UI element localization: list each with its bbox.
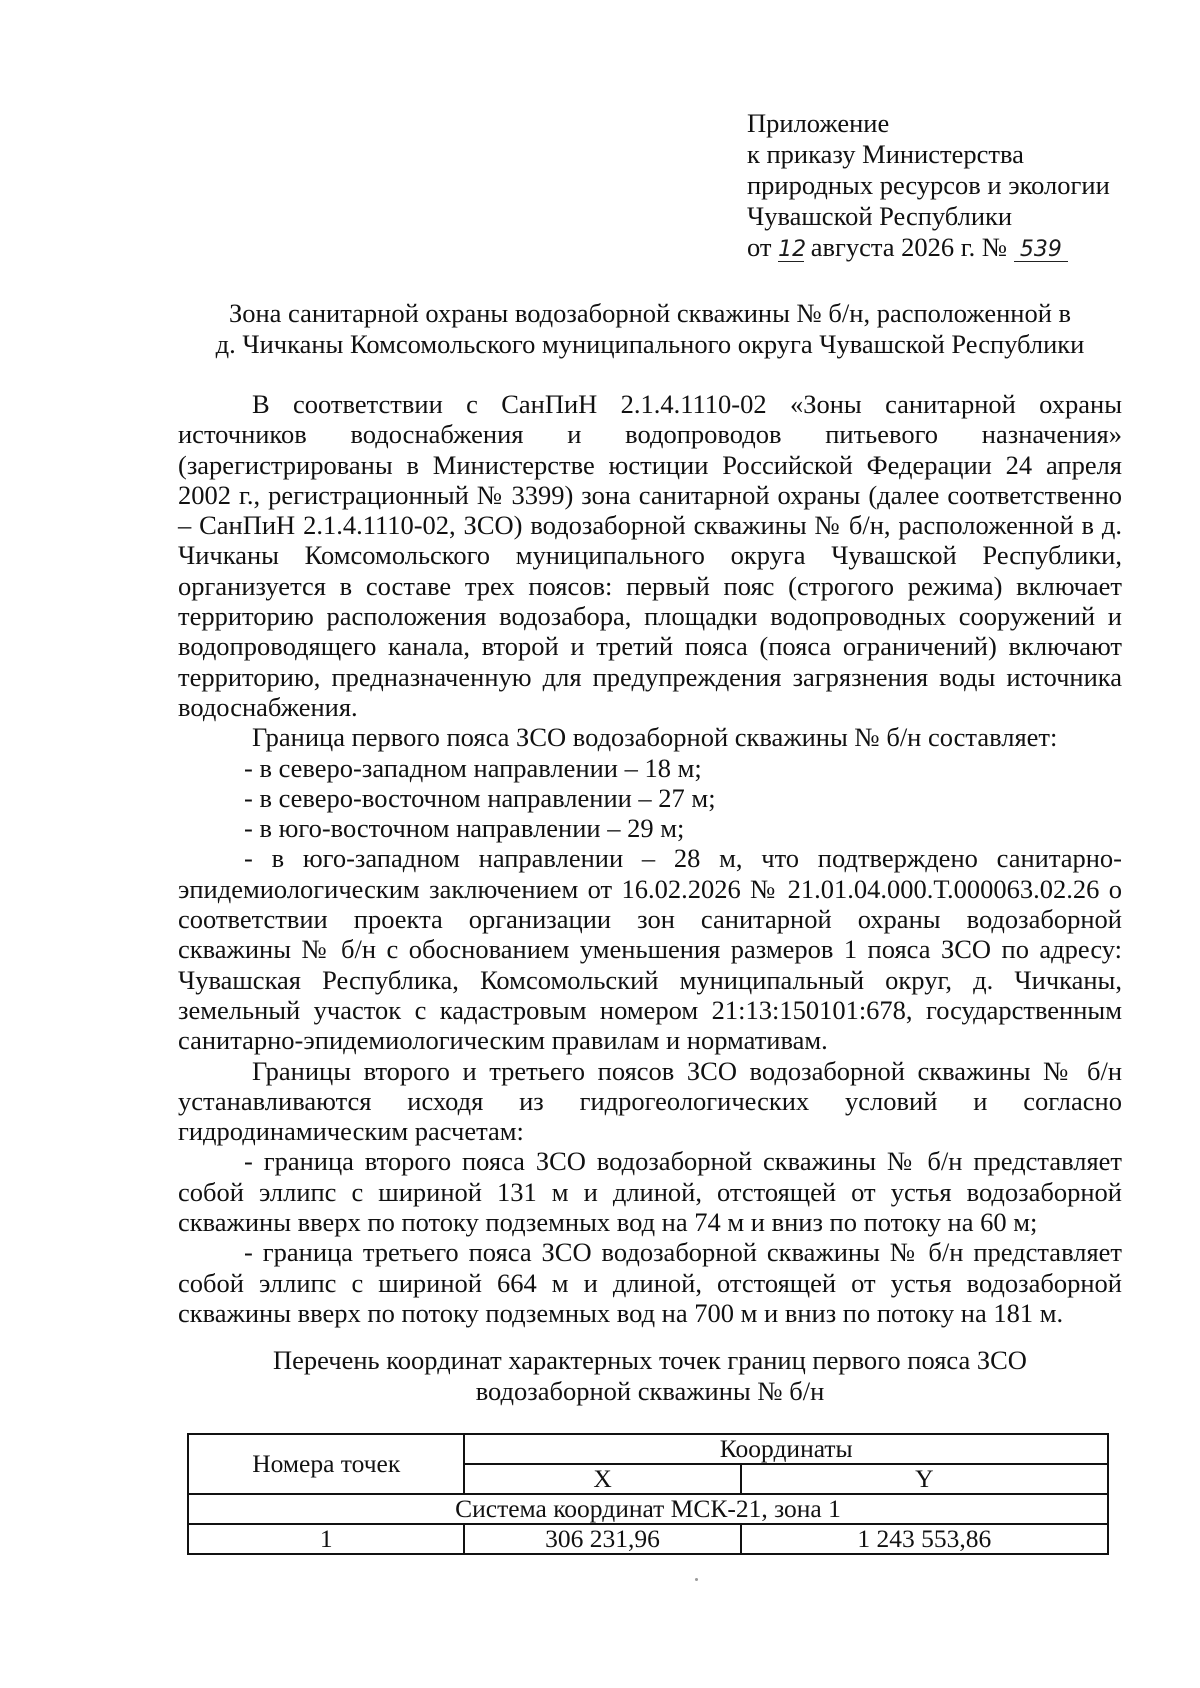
header-x: X [464,1464,740,1494]
table-row [188,1524,1108,1554]
list-item-second-zone: - граница второго пояса ЗСО водозаборной скважины № б/н представляет собой эллипс с шириной 131 м и длиной, отстоящей от устья водозаборной скважины вверх по потоку подземных вод на 74 м и вниз по потоку на 60 м; [178,1146,1122,1238]
table-title [178,1345,1122,1407]
paragraph-1: В соответствии с СанПиН 2.1.4.1110-02 «Зоны санитарной охраны источников водоснабжения и водопроводов питьевого назначения» (зарегистрированы в Министерстве юстиции Российской Федерации 24 апреля 2002 г., регистрационный № 3399) зона санитарной охраны (далее соответственно – СанПиН 2.1.4.1110-02, ЗСО) водозаборной скважины № б/н, расположенной в д. Чичканы Комсомольского муниципального округа Чувашской Республики, организуется в составе трех поясов: первый пояс (строгого режима) включает территорию расположения водозабора, площадки водопроводных сооружений и водопроводящего канала, второй и третий пояса (пояса ограничений) включают территорию, предназначенную для предупреждения загрязнения воды источника водоснабжения. [178,389,1122,722]
appendix-line-4: Чувашской Республики [747,201,1013,231]
title-line-1: Зона санитарной охраны водозаборной скважины № б/н, расположенной в [228,298,1072,328]
title-line-2: д. Чичканы Комсомольского муниципального округа Чувашской Республики [215,329,1085,359]
date-prefix: от [747,232,772,262]
table-title-line-1: Перечень координат характерных точек границ первого пояса ЗСО [273,1345,1027,1375]
list-item-southeast: - в юго-восточном направлении – 29 м; [244,813,685,844]
header-coordinates: Координаты [464,1434,1108,1464]
table-title-line-2: водозаборной скважины № б/н [475,1376,825,1406]
appendix-date-line [747,232,1167,263]
list-item-third-zone: - граница третьего пояса ЗСО водозаборной скважины № б/н представляет собой эллипс с шириной 664 м и длиной, отстоящей от устья водозаборной скважины вверх по потоку подземных вод на 700 м и вниз по потоку на 181 м. [178,1237,1122,1328]
point-y: 1 243 553,86 [741,1524,1108,1554]
scan-speck [695,1578,698,1581]
paragraph-3: Границы второго и третьего поясов ЗСО водозаборной скважины № б/н устанавливаются исходя из гидрогеологических условий и согласно гидродинамическим расчетам: [178,1055,1122,1147]
handwritten-order-number: 539 [1014,239,1068,262]
header-points: Номера точек [188,1434,464,1494]
appendix-line-1: Приложение [747,108,890,138]
list-item-northwest: - в северо-западном направлении – 18 м; [244,752,702,783]
paragraph-2: Граница первого пояса ЗСО водозаборной скважины № б/н составляет: [252,722,1058,753]
coordinates-table [187,1433,1109,1555]
document-body [178,389,1122,1328]
coordinate-system-row [188,1494,1108,1524]
coordinate-system: Система координат МСК-21, зона 1 [188,1494,1108,1524]
handwritten-day: 12 [778,237,807,262]
header-y: Y [741,1464,1108,1494]
appendix-line-2: к приказу Министерства [747,139,1024,169]
date-rest: августа 2026 г. № [810,232,1008,262]
appendix-header [747,108,1167,263]
list-item-northeast: - в северо-восточном направлении – 27 м; [244,782,716,813]
point-number: 1 [188,1524,464,1554]
list-item-southwest: - в юго-западном направлении – 28 м, что подтверждено санитарно-эпидемиологическим заключением от 16.02.2026 № 21.01.04.000.Т.000063.02.26 о соответствии проекта организации зон санитарной охраны водозаборной скважины № б/н с обоснованием уменьшения размеров 1 пояса ЗСО по адресу: Чувашская Республика, Комсомольский муниципальный округ, д. Чичканы, земельный участок с кадастровым номером 21:13:150101:678, государственным санитарно-эпидемиологическим правилам и нормативам. [178,843,1122,1056]
appendix-line-3: природных ресурсов и экологии [747,170,1110,200]
point-x: 306 231,96 [464,1524,740,1554]
table-header-row [188,1434,1108,1464]
document-title [178,298,1122,360]
